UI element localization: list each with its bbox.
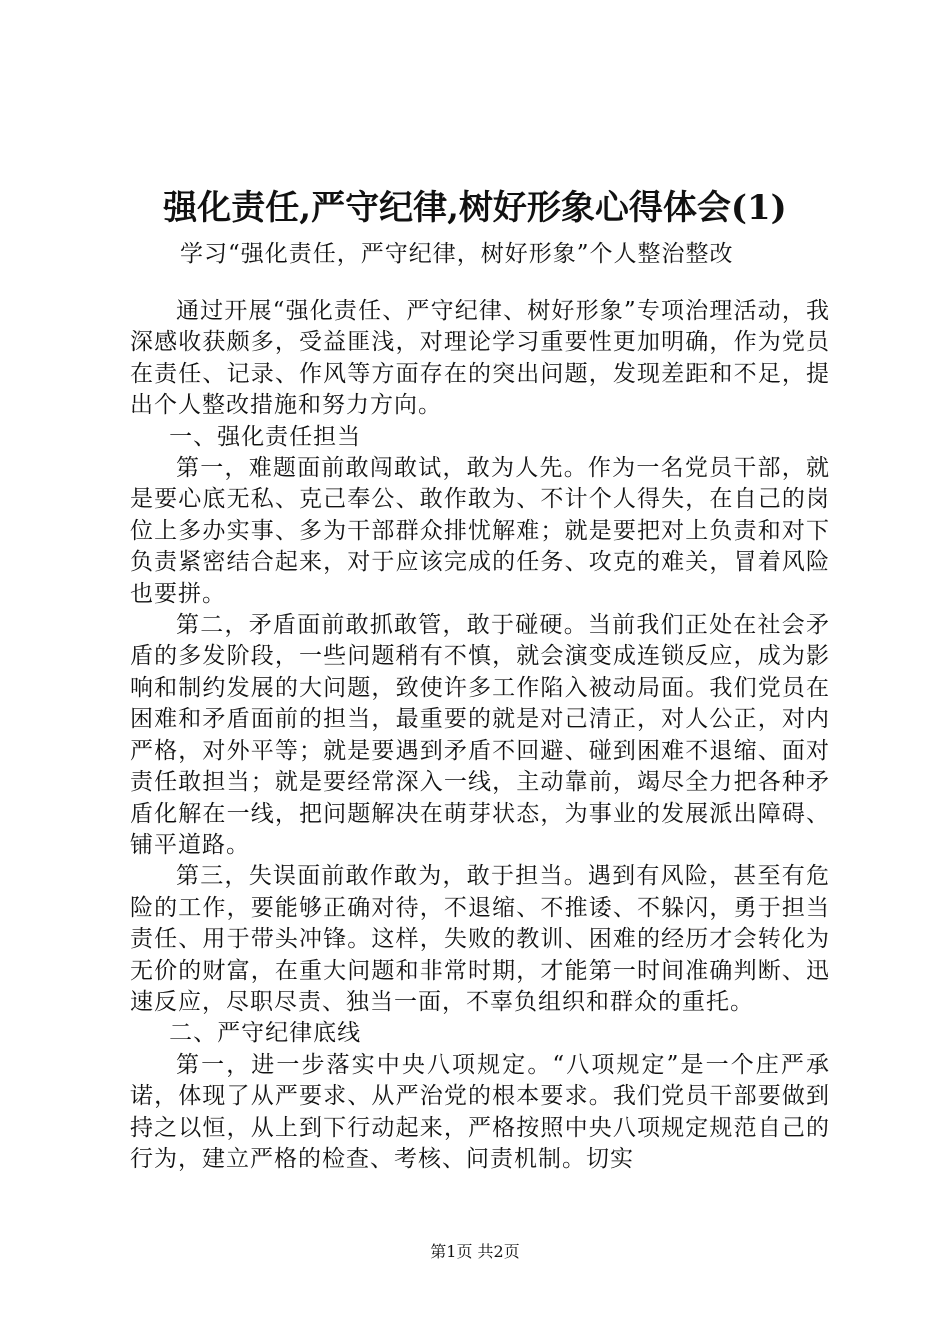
paragraph-1-3: 第三，失误面前敢作敢为，敢于担当。遇到有风险，甚至有危险的工作，要能够正确对待，不退缩、不推诿、不躲闪，勇于担当责任、用于带头冲锋。这样，失败的教训、困难的经历才会转化为无价的财富，在重大问题和非常时期，才能第一时间准确判断、迅速反应，尽职尽责、独当一面，不辜负组织和群众的重托。: [130, 863, 830, 1015]
document-body: [130, 296, 830, 1175]
paragraph-1-1: 第一，难题面前敢闯敢试，敢为人先。作为一名党员干部，就是要心底无私、克己奉公、敢作敢为、不计个人得失，在自己的岗位上多办实事、多为干部群众排忧解难；就是要把对上负责和对下负责紧密结合起来，对于应该完成的任务、攻克的难关，冒着风险也要拼。: [130, 455, 830, 607]
section-heading-1: 一、强化责任担当: [169, 423, 362, 450]
section-heading-2: 二、严守纪律底线: [169, 1020, 362, 1047]
paragraph-1-2: 第二，矛盾面前敢抓敢管，敢于碰硬。当前我们正处在社会矛盾的多发阶段，一些问题稍有不慎，就会演变成连锁反应，成为影响和制约发展的大问题，致使许多工作陷入被动局面。我们党员在困难和矛盾面前的担当，最重要的就是对己清正，对人公正，对内严格，对外平等；就是要遇到矛盾不回避、碰到困难不退缩、面对责任敢担当；就是要经常深入一线，主动靠前，竭尽全力把各种矛盾化解在一线，把问题解决在萌芽状态，为事业的发展派出障碍、铺平道路。: [130, 612, 830, 858]
paragraph-2-1: 第一，进一步落实中央八项规定。“八项规定”是一个庄严承诺，体现了从严要求、从严治党的根本要求。我们党员干部要做到持之以恒，从上到下行动起来，严格按照中央八项规定规范自己的行为，建立严格的检查、考核、问责机制。切实: [130, 1051, 830, 1172]
document-subtitle: 学习“强化责任，严守纪律，树好形象”个人整治整改: [180, 241, 734, 267]
document-title: 强化责任,严守纪律,树好形象心得体会(1): [163, 188, 787, 228]
page-footer: 第1页 共2页: [430, 1242, 520, 1261]
paragraph-intro: 通过开展“强化责任、严守纪律、树好形象”专项治理活动，我深感收获颇多，受益匪浅，对理论学习重要性更加明确，作为党员在责任、记录、作风等方面存在的突出问题，发现差距和不足，提出个人整改措施和努力方向。: [130, 298, 830, 419]
